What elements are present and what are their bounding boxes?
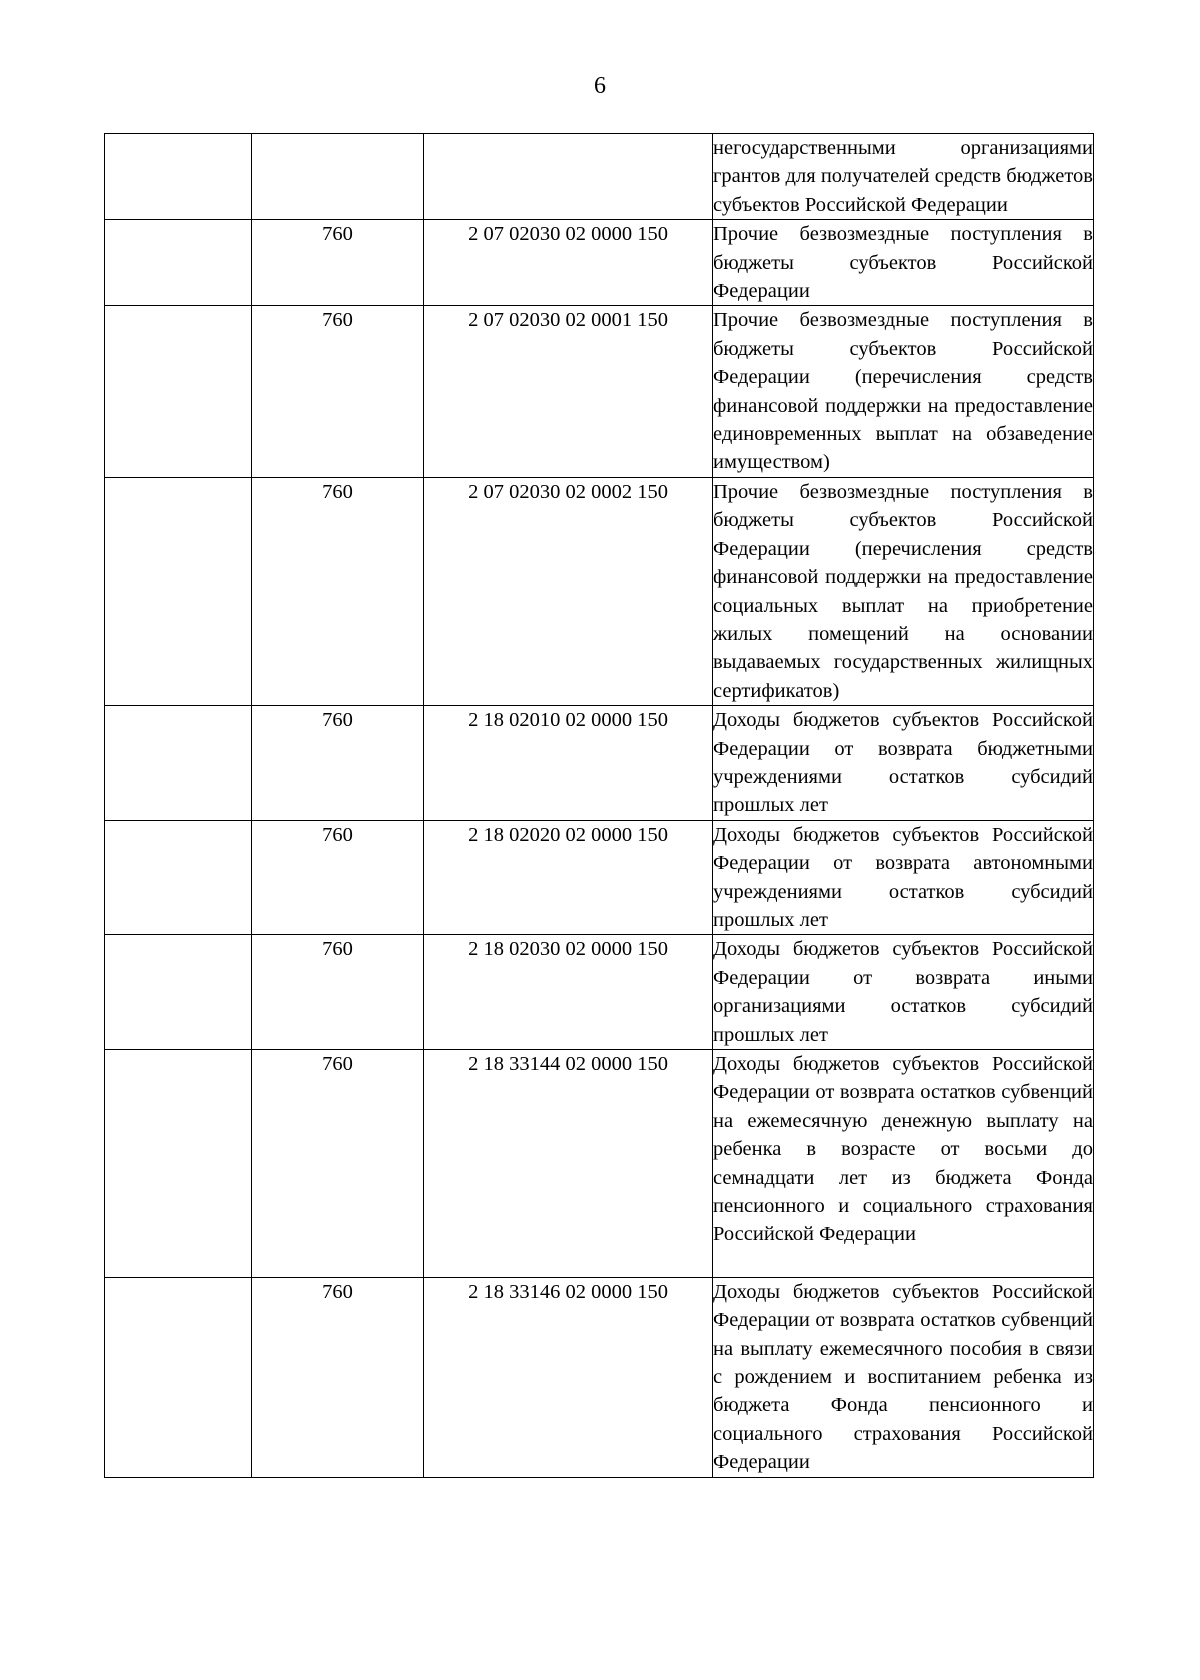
blank-cell bbox=[105, 477, 252, 705]
budget-classification-code-cell: 2 07 02030 02 0002 150 bbox=[424, 477, 713, 705]
administrator-code-cell: 760 bbox=[252, 306, 424, 477]
administrator-code-cell: 760 bbox=[252, 220, 424, 306]
administrator-code-cell: 760 bbox=[252, 935, 424, 1050]
administrator-code-cell bbox=[252, 134, 424, 220]
table-row bbox=[105, 935, 1094, 1050]
budget-classification-code-cell: 2 07 02030 02 0000 150 bbox=[424, 220, 713, 306]
revenue-name-cell: Доходы бюджетов субъектов Российской Федерации от возврата остатков субвенций на выплату ежемесячного пособия в связи с рождением и воспитанием ребенка из бюджета Фонда пенсионного и социального страхования Российской Федерации bbox=[713, 1277, 1094, 1477]
budget-revenue-table bbox=[104, 133, 1094, 1478]
budget-classification-code-cell: 2 18 02010 02 0000 150 bbox=[424, 706, 713, 821]
blank-cell bbox=[105, 1050, 252, 1278]
revenue-name-cell: Доходы бюджетов субъектов Российской Федерации от возврата автономными учреждениями остатков субсидий прошлых лет bbox=[713, 820, 1094, 935]
administrator-code-cell: 760 bbox=[252, 477, 424, 705]
revenue-name-cell: Прочие безвозмездные поступления в бюджеты субъектов Российской Федерации bbox=[713, 220, 1094, 306]
table-row bbox=[105, 477, 1094, 705]
revenue-name-cell: Прочие безвозмездные поступления в бюджеты субъектов Российской Федерации (перечисления средств финансовой поддержки на предоставление социальных выплат на приобретение жилых помещений на основании выдаваемых государственных жилищных сертификатов) bbox=[713, 477, 1094, 705]
revenue-name-cell: Прочие безвозмездные поступления в бюджеты субъектов Российской Федерации (перечисления средств финансовой поддержки на предоставление единовременных выплат на обзаведение имуществом) bbox=[713, 306, 1094, 477]
administrator-code-cell: 760 bbox=[252, 820, 424, 935]
blank-cell bbox=[105, 1277, 252, 1477]
blank-cell bbox=[105, 134, 252, 220]
table-row bbox=[105, 706, 1094, 821]
budget-classification-code-cell: 2 18 02020 02 0000 150 bbox=[424, 820, 713, 935]
revenue-name-cell: Доходы бюджетов субъектов Российской Федерации от возврата остатков субвенций на ежемесячную денежную выплату на ребенка в возрасте от восьми до семнадцати лет из бюджета Фонда пенсионного и социального страхования Российской Федерации bbox=[713, 1050, 1094, 1278]
revenue-name-cell: Доходы бюджетов субъектов Российской Федерации от возврата бюджетными учреждениями остатков субсидий прошлых лет bbox=[713, 706, 1094, 821]
table-row bbox=[105, 1050, 1094, 1278]
budget-classification-code-cell: 2 18 02030 02 0000 150 bbox=[424, 935, 713, 1050]
table-row bbox=[105, 1277, 1094, 1477]
revenue-name-cell: Доходы бюджетов субъектов Российской Федерации от возврата иными организациями остатков субсидий прошлых лет bbox=[713, 935, 1094, 1050]
blank-cell bbox=[105, 306, 252, 477]
budget-classification-code-cell bbox=[424, 134, 713, 220]
blank-cell bbox=[105, 706, 252, 821]
table-row bbox=[105, 220, 1094, 306]
blank-cell bbox=[105, 220, 252, 306]
table-row bbox=[105, 306, 1094, 477]
administrator-code-cell: 760 bbox=[252, 1050, 424, 1278]
table-row bbox=[105, 820, 1094, 935]
page-number: 6 bbox=[594, 73, 606, 99]
blank-cell bbox=[105, 820, 252, 935]
table-row bbox=[105, 134, 1094, 220]
administrator-code-cell: 760 bbox=[252, 1277, 424, 1477]
budget-classification-code-cell: 2 18 33146 02 0000 150 bbox=[424, 1277, 713, 1477]
revenue-name-cell: негосударственными организациями грантов для получателей средств бюджетов субъектов Российской Федерации bbox=[713, 134, 1094, 220]
administrator-code-cell: 760 bbox=[252, 706, 424, 821]
blank-cell bbox=[105, 935, 252, 1050]
budget-classification-code-cell: 2 07 02030 02 0001 150 bbox=[424, 306, 713, 477]
budget-classification-code-cell: 2 18 33144 02 0000 150 bbox=[424, 1050, 713, 1278]
